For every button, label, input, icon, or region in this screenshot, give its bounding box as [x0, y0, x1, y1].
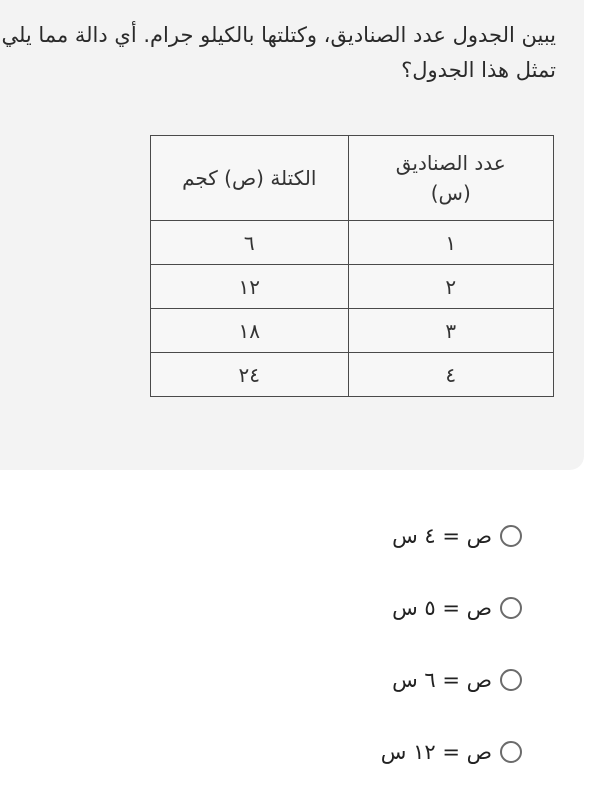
answer-option-4[interactable] [381, 716, 522, 788]
answer-option-3[interactable] [381, 644, 522, 716]
radio-button-icon[interactable] [500, 669, 522, 691]
cell-boxes: ٢ [348, 265, 554, 309]
table-header-row [151, 136, 554, 221]
radio-button-icon[interactable] [500, 741, 522, 763]
answer-option-label: ص = ٦ س [392, 668, 492, 692]
cell-boxes: ٤ [348, 353, 554, 397]
data-table [150, 135, 554, 397]
table-row [151, 265, 554, 309]
answer-option-label: ص = ٥ س [392, 596, 492, 620]
header-mass: الكتلة (ص) كجم [151, 136, 349, 221]
header-boxes-line2: (س) [430, 181, 471, 205]
cell-mass: ٢٤ [151, 353, 349, 397]
answer-option-label: ص = ٤ س [392, 524, 492, 548]
cell-boxes: ٣ [348, 309, 554, 353]
table-row [151, 309, 554, 353]
table-row [151, 353, 554, 397]
radio-button-icon[interactable] [500, 525, 522, 547]
cell-mass: ١٢ [151, 265, 349, 309]
answer-option-1[interactable] [381, 500, 522, 572]
header-boxes [348, 136, 554, 221]
cell-boxes: ١ [348, 221, 554, 265]
cell-mass: ٦ [151, 221, 349, 265]
table-row [151, 221, 554, 265]
question-text: يبين الجدول عدد الصناديق، وكتلتها بالكيلو جرام. أي دالة مما يلي تمثل هذا الجدول؟ [1, 23, 556, 82]
radio-button-icon[interactable] [500, 597, 522, 619]
answer-option-2[interactable] [381, 572, 522, 644]
answer-options [381, 500, 522, 788]
header-boxes-line1: عدد الصناديق [395, 151, 506, 175]
answer-option-label: ص = ١٢ س [380, 740, 492, 764]
cell-mass: ١٨ [151, 309, 349, 353]
